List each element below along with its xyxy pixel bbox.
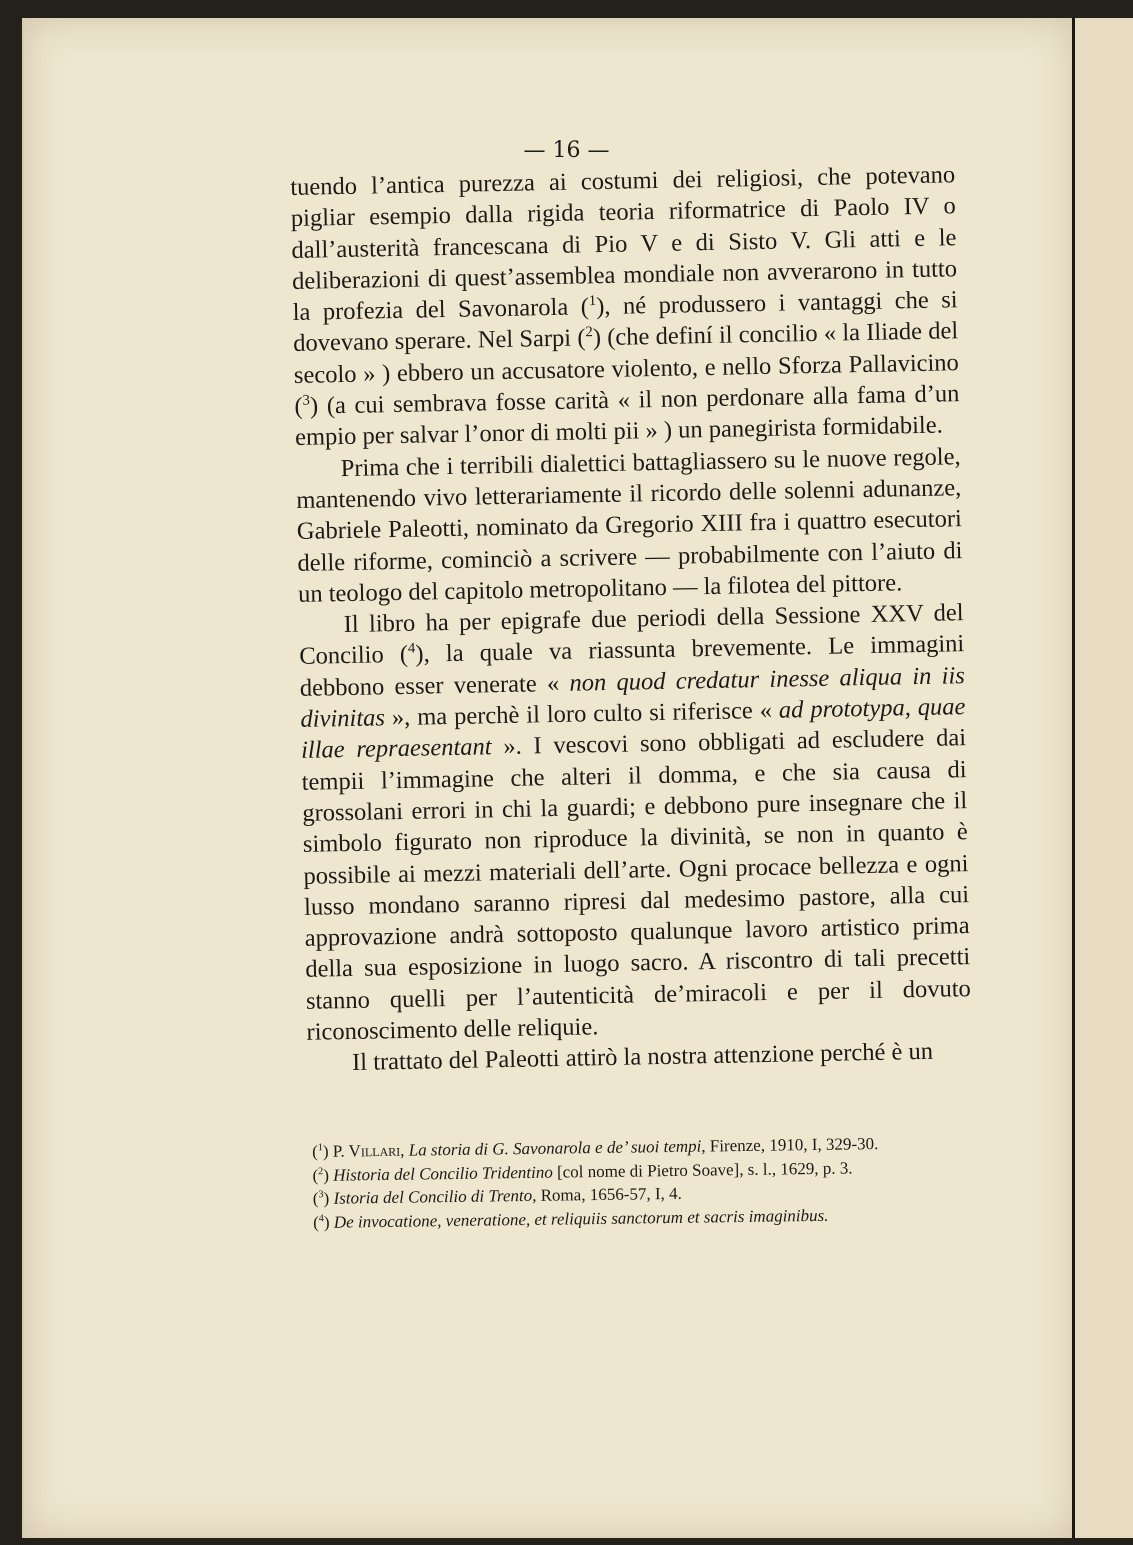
text-run: ». I vescovi sono obbligati ad escludere dai tempii l’immagine che alteri il domma, e che sia causa di grossolani errori in chi la guardi; e debbono pure insegnare che il simbolo figurato non riproduce la divinità, se non in quanto è possibile ai mezzi materiali dell’arte. Ogni procace bellezza e ogni lusso mondano saranno ripresi dal medesimo pastore, alla cui approvazione andrà sottoposto qualunque lavoro artistico prima della sua esposizione in luogo sacro. A riscontro di tali precetti stanno quelli per l’autenticità de’miracoli e per il dovuto riconoscimento delle reliquie. (301, 724, 972, 1046)
paragraph (295, 441, 963, 610)
paragraph (290, 159, 960, 453)
text-run: ad prototypa, quae illae repraesentant (300, 693, 966, 765)
footnote-ref: 1 (588, 293, 597, 310)
text-run: [col nome di Pietro Soave], s. l., 1629, p. 3. (552, 1157, 853, 1182)
text-run: ), la quale va riassunta brevemente. Le immagini debbono esser venerate « (299, 630, 965, 702)
text-run: Il libro ha per epigrafe due periodi della Sessione XXV del Concilio ( (299, 599, 964, 671)
footnote-ref: 2 (585, 324, 593, 341)
footnote-ref: 3 (318, 1189, 324, 1201)
footnote-ref: 4 (318, 1212, 324, 1224)
text-run: , Firenze, 1910, I, 329-30. (701, 1134, 879, 1156)
text-run: La storia di G. Savonarola e de’ suoi tempi (408, 1136, 702, 1160)
text-run: ) (323, 1188, 334, 1208)
body-text (290, 159, 972, 1079)
text-run: , (400, 1140, 409, 1160)
text-run: Historia del Concilio Tridentino (333, 1162, 553, 1185)
text-run: ), né produssero i vantaggi che si dovevano sperare. Nel Sarpi ( (293, 286, 958, 358)
footnote-ref: 3 (302, 392, 311, 409)
text-run: ( (312, 1165, 319, 1185)
text-run: ) (che definí il concilio « la Iliade del secolo » ) ebbero un accusatore violento, e nello Sforza Pallavicino ( (293, 317, 960, 421)
text-run: », ma perchè il loro culto si riferisce « (384, 696, 780, 732)
text-run: Prima che i terribili dialettici battagliassero su le nuove regole, mantenendo vivo letterariamente il ricordo delle solenni adunanze, Gabriele Paleotti, nominato da Gregorio XIII fra i quattro esecutori delle riforme, cominciò a scrivere — probabilmente con l’aiuto di un teologo del capitolo metropolitano — la filotea del pittore. (296, 442, 963, 608)
text-run: tuendo l’antica purezza ai costumi dei religiosi, che potevano pigliar esempio dalla rigida teoria riformatrice di Paolo IV o dall’austerità francescana di Pio V e di Sisto V. Gli atti e le deliberazioni di quest’assemblea mondiale non avverarono in tutto la profezia del Savonarola ( (290, 161, 958, 327)
text-run: P. Villari (332, 1140, 401, 1161)
footnote-ref: 1 (317, 1142, 323, 1154)
text-run: Istoria del Concilio di Trento (333, 1185, 533, 1208)
paragraph (298, 597, 971, 1048)
text-run: Il trattato del Paleotti attirò la nostra attenzione perché è un (351, 1038, 934, 1077)
text-run: De invocatione, veneratione, et reliquiis sanctorum et sacris imaginibus. (333, 1205, 829, 1232)
text-run: ( (313, 1212, 319, 1232)
text-run: ) (a cui sembrava fosse carità « il non perdonare alla fama d’un empio per salvar l’onor di molti pii » ) un panegirista formidabile. (294, 380, 960, 452)
text-run: non quod credatur inesse aliqua in iis divinitas (300, 661, 966, 733)
page-number: — 16 — (523, 138, 610, 163)
text-run: ) (322, 1141, 333, 1161)
text-run: ( (312, 1188, 319, 1208)
next-page-edge (1072, 18, 1133, 1538)
footnotes (312, 1131, 963, 1234)
footnote-ref: 2 (318, 1165, 324, 1177)
footnote-ref: 4 (407, 640, 416, 658)
text-run: ) (323, 1165, 334, 1185)
text-run: , Roma, 1656-57, I, 4. (532, 1183, 682, 1205)
text-run: ) (323, 1212, 334, 1232)
text-run: ( (312, 1141, 318, 1161)
